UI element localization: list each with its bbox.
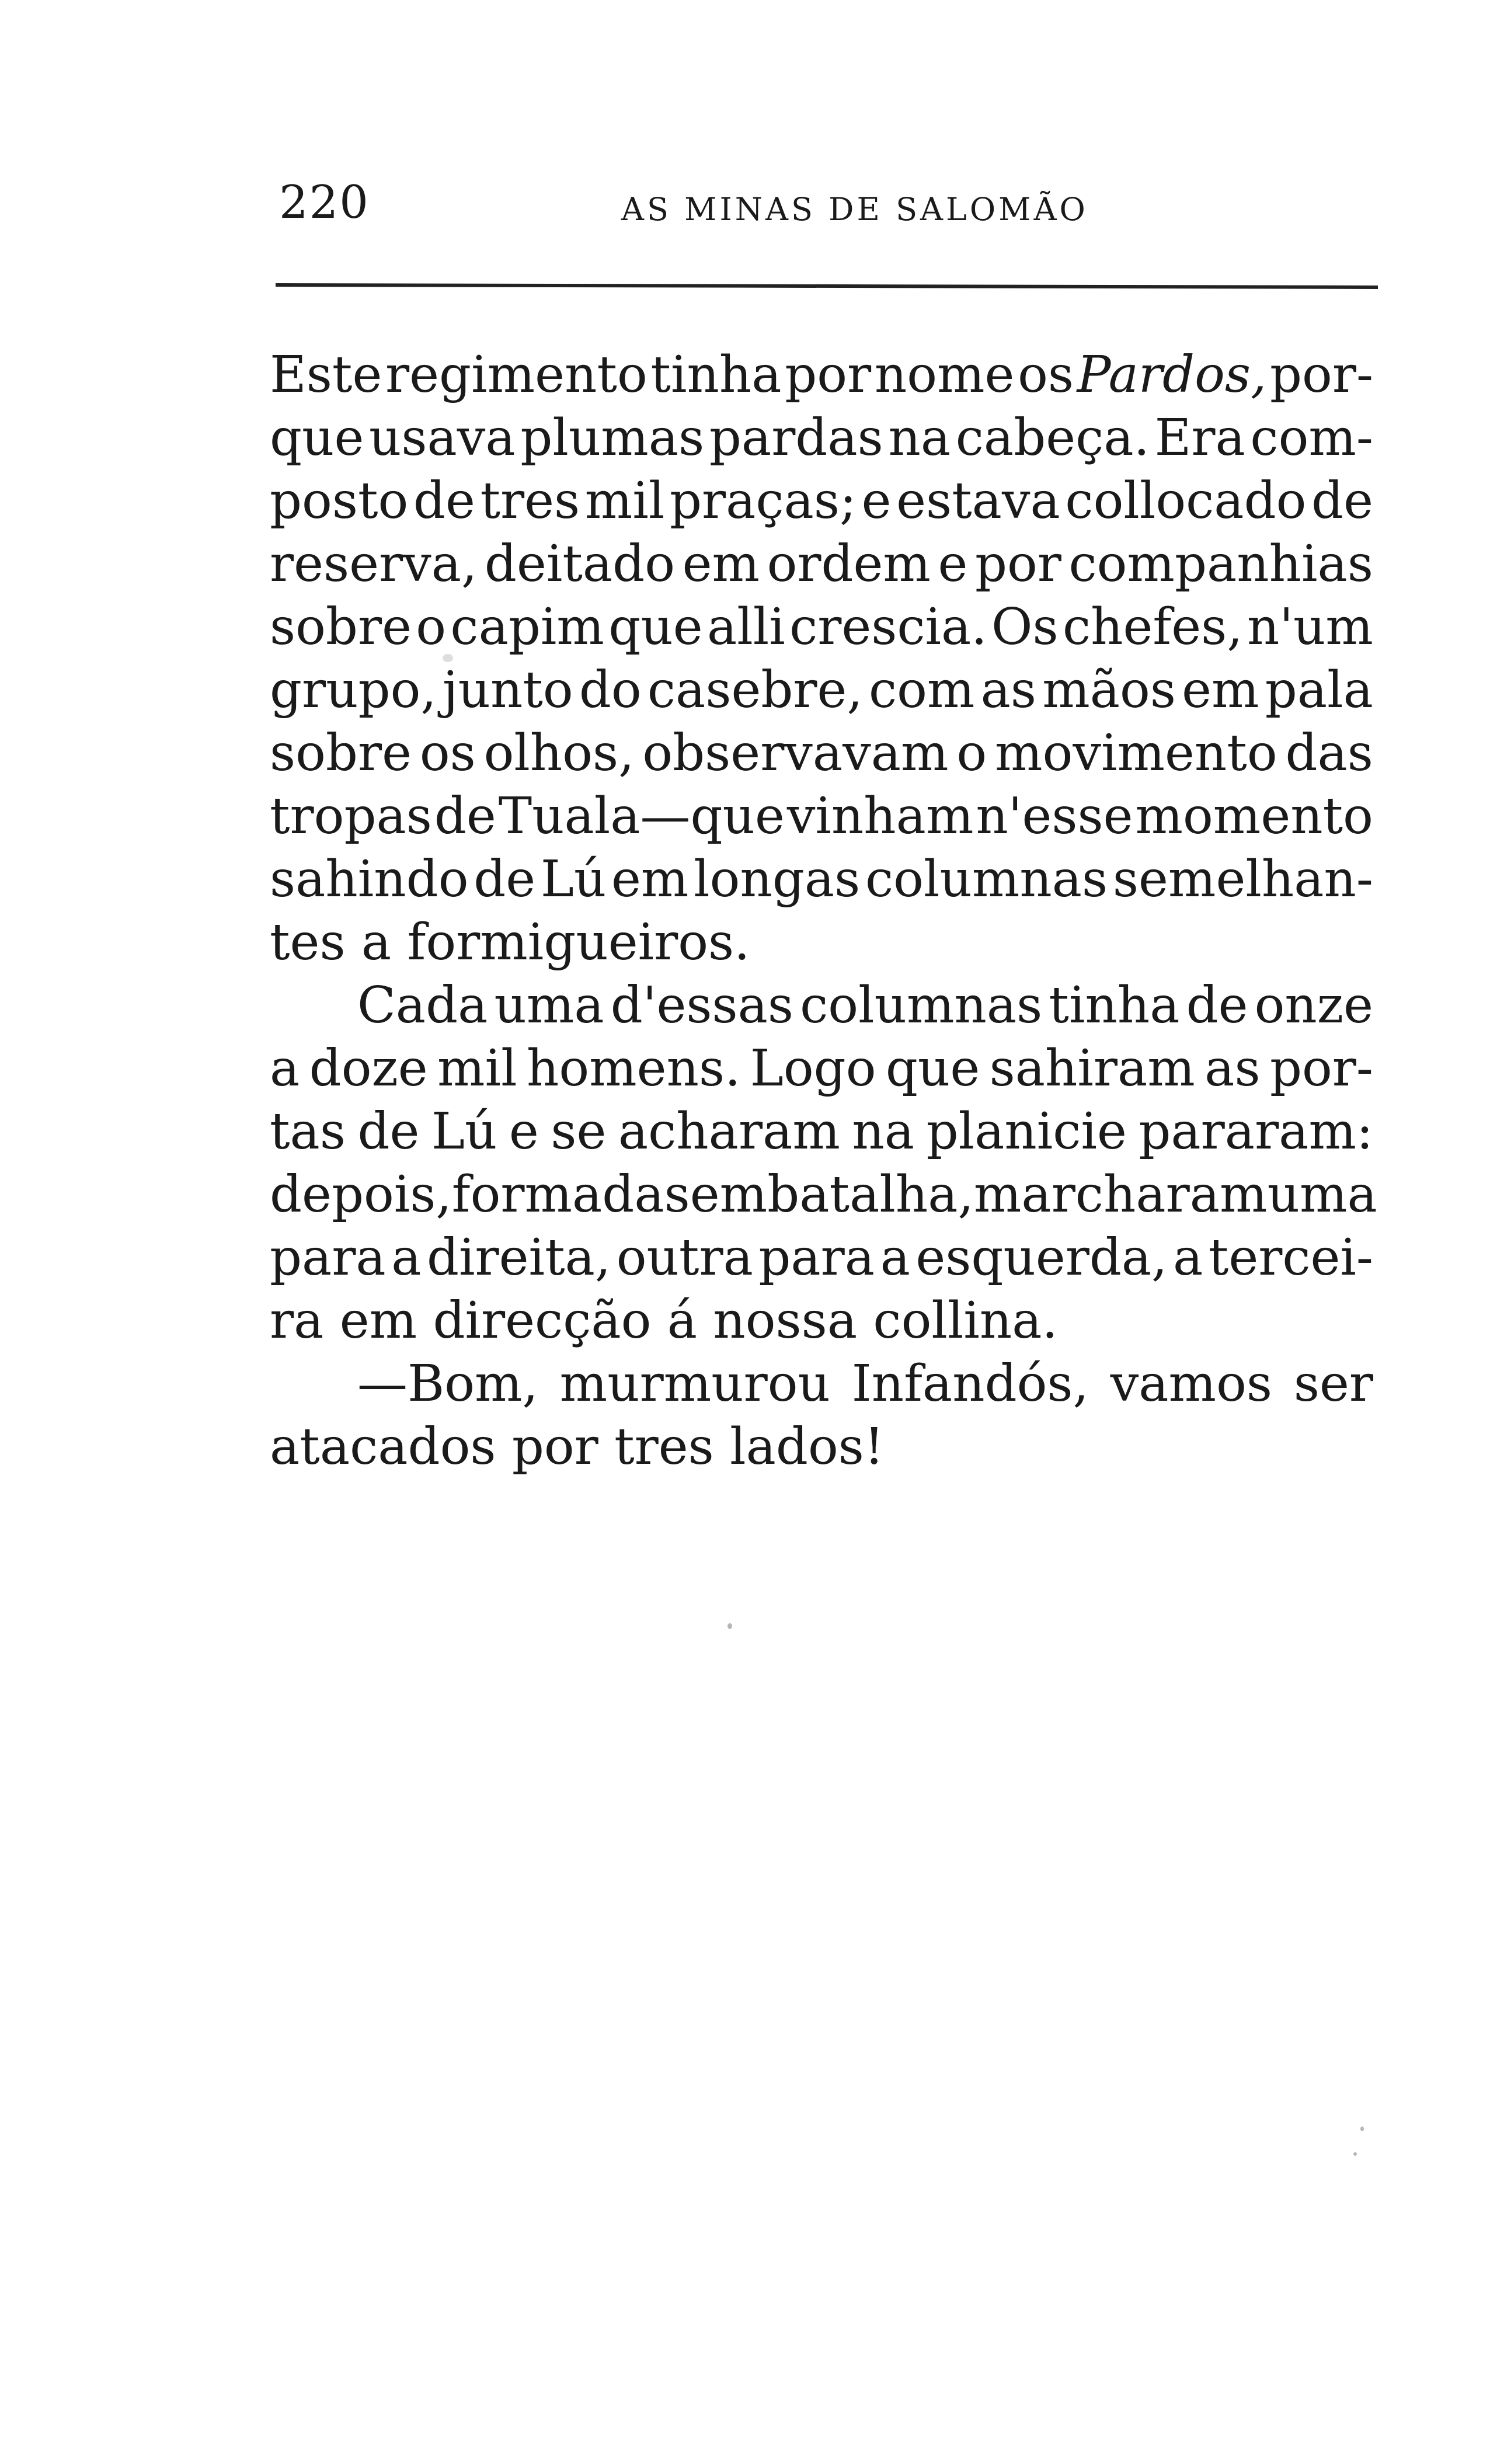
- word: em: [1182, 661, 1259, 719]
- text-line: [270, 1352, 1373, 1415]
- word: Os: [991, 598, 1059, 656]
- running-title: AS MINAS DE SALOMÃO: [621, 191, 1088, 228]
- word: Infandós,: [851, 1355, 1089, 1413]
- word: columnas: [865, 850, 1108, 909]
- word: sobre: [270, 598, 412, 656]
- word: Era: [1154, 409, 1245, 467]
- word: n'um: [1247, 598, 1373, 656]
- word: ra em direcção á nossa collina.: [270, 1292, 1058, 1350]
- body-text: [270, 343, 1379, 1478]
- word: regimento: [385, 346, 647, 404]
- word: tercei-: [1208, 1228, 1373, 1287]
- word: semelhan-: [1112, 850, 1373, 909]
- word: longas: [694, 850, 861, 909]
- word: casebre,: [647, 661, 863, 719]
- text-line: [270, 911, 1379, 974]
- word: as: [1204, 1039, 1261, 1098]
- word: depois,: [270, 1165, 452, 1224]
- word: de: [413, 472, 475, 530]
- word: companhias: [1068, 535, 1373, 593]
- word: que: [270, 409, 364, 467]
- word: o: [416, 598, 447, 656]
- word: de: [1311, 472, 1373, 530]
- word: os: [1018, 346, 1074, 404]
- text-line: [270, 785, 1373, 848]
- header-rule: [276, 283, 1378, 289]
- text-line: [270, 469, 1373, 533]
- word: alli: [706, 598, 785, 656]
- word: ordem: [767, 535, 931, 593]
- word: se: [551, 1102, 607, 1161]
- word: murmurou: [559, 1355, 830, 1413]
- word: com: [868, 661, 975, 719]
- word: olhos,: [483, 724, 635, 782]
- word: tropas: [270, 787, 432, 845]
- word: para: [758, 1228, 875, 1287]
- word: reserva,: [270, 535, 478, 593]
- text-line: [270, 1415, 1379, 1478]
- word: batalha,: [767, 1165, 974, 1224]
- word: vamos: [1110, 1355, 1273, 1413]
- word: marcharam: [973, 1165, 1268, 1224]
- word: de: [474, 850, 536, 909]
- word: ser: [1293, 1355, 1373, 1413]
- word: e: [509, 1102, 539, 1161]
- word: plumas: [520, 409, 705, 467]
- word: sobre: [270, 724, 412, 782]
- word: a: [1173, 1228, 1203, 1287]
- text-line: [270, 722, 1373, 785]
- word: deitado: [484, 535, 676, 593]
- word: mil: [437, 1039, 517, 1098]
- word: acharam: [618, 1102, 840, 1161]
- word: em: [682, 535, 760, 593]
- word: de: [357, 1102, 420, 1161]
- word: uma: [1267, 1165, 1377, 1224]
- word: junto: [442, 661, 573, 719]
- text-line: [270, 1100, 1373, 1163]
- word: Este: [270, 346, 382, 404]
- word: nome: [874, 346, 1015, 404]
- word: sahindo: [270, 850, 469, 909]
- text-line: [270, 596, 1373, 659]
- word: chefes,: [1062, 598, 1243, 656]
- text-line: [270, 1163, 1377, 1226]
- page-number: 220: [279, 176, 370, 229]
- text-line: [270, 406, 1373, 469]
- text-line: [270, 533, 1373, 596]
- word: observavam: [642, 724, 949, 782]
- word: planicie: [926, 1102, 1127, 1161]
- text-line: [270, 659, 1373, 722]
- word: pala: [1265, 661, 1373, 719]
- word: os: [419, 724, 476, 782]
- word: columnas: [800, 976, 1043, 1035]
- ink-speck: [727, 1623, 732, 1629]
- word: Lú: [540, 850, 607, 909]
- word: Lú: [431, 1102, 497, 1161]
- word: que: [885, 1039, 980, 1098]
- word: e: [861, 472, 892, 530]
- word: por: [785, 346, 872, 404]
- word: que: [608, 598, 703, 656]
- word: mãos: [1042, 661, 1176, 719]
- word: momento: [1135, 787, 1373, 845]
- word: pararam:: [1139, 1102, 1373, 1161]
- word: praças;: [669, 472, 857, 530]
- word: outra: [616, 1228, 753, 1287]
- word: e: [938, 535, 968, 593]
- word: para: [270, 1228, 386, 1287]
- word: uma: [494, 976, 604, 1035]
- running-header: [279, 170, 1377, 235]
- word: Cada: [357, 976, 488, 1035]
- word: tinha: [1049, 976, 1180, 1035]
- word: tinha: [650, 346, 782, 404]
- word: por-: [1269, 1039, 1373, 1098]
- word: a: [391, 1228, 422, 1287]
- word: collocado: [1065, 472, 1307, 530]
- word: na: [852, 1102, 915, 1161]
- word: Logo: [750, 1039, 876, 1098]
- word: vinham: [786, 787, 974, 845]
- ink-speck: [1360, 2127, 1364, 2131]
- word: Tuala—que: [498, 787, 785, 845]
- word: a: [880, 1228, 910, 1287]
- word: em: [611, 850, 689, 909]
- text-line: [270, 1289, 1379, 1352]
- text-line: [270, 974, 1373, 1037]
- word: atacados por tres lados!: [270, 1418, 885, 1476]
- ink-speck: [443, 654, 453, 662]
- word: Pardos,: [1077, 346, 1267, 404]
- word: por-: [1270, 346, 1373, 404]
- word: de: [1186, 976, 1248, 1035]
- word: tes a formigueiros.: [270, 913, 750, 972]
- word: d'essas: [610, 976, 794, 1035]
- word: cabeça.: [955, 409, 1150, 467]
- word: das: [1285, 724, 1373, 782]
- text-line: [270, 848, 1373, 911]
- word: por: [974, 535, 1061, 593]
- text-line: [270, 1226, 1373, 1289]
- text-line: [270, 343, 1373, 406]
- word: grupo,: [270, 661, 437, 719]
- word: na: [888, 409, 951, 467]
- word: n'esse: [976, 787, 1133, 845]
- word: de: [434, 787, 496, 845]
- word: capim: [450, 598, 604, 656]
- word: homens.: [526, 1039, 741, 1098]
- word: formadas: [451, 1165, 690, 1224]
- word: o: [956, 724, 987, 782]
- word: mil: [584, 472, 665, 530]
- word: em: [690, 1165, 768, 1224]
- word: direita,: [427, 1228, 611, 1287]
- word: posto: [270, 472, 409, 530]
- word: estava: [896, 472, 1060, 530]
- ink-speck: [1353, 2152, 1357, 2156]
- word: crescia.: [789, 598, 987, 656]
- word: tres: [480, 472, 580, 530]
- word: sahiram: [989, 1039, 1195, 1098]
- word: —Bom,: [357, 1355, 538, 1413]
- word: onze: [1254, 976, 1373, 1035]
- word: usava: [369, 409, 516, 467]
- word: tas: [270, 1102, 346, 1161]
- word: as: [980, 661, 1037, 719]
- word: a: [270, 1039, 300, 1098]
- word: movimento: [995, 724, 1277, 782]
- word: doze: [309, 1039, 428, 1098]
- text-line: [270, 1037, 1373, 1100]
- word: pardas: [709, 409, 883, 467]
- word: do: [579, 661, 642, 719]
- word: com-: [1250, 409, 1373, 467]
- word: esquerda,: [915, 1228, 1168, 1287]
